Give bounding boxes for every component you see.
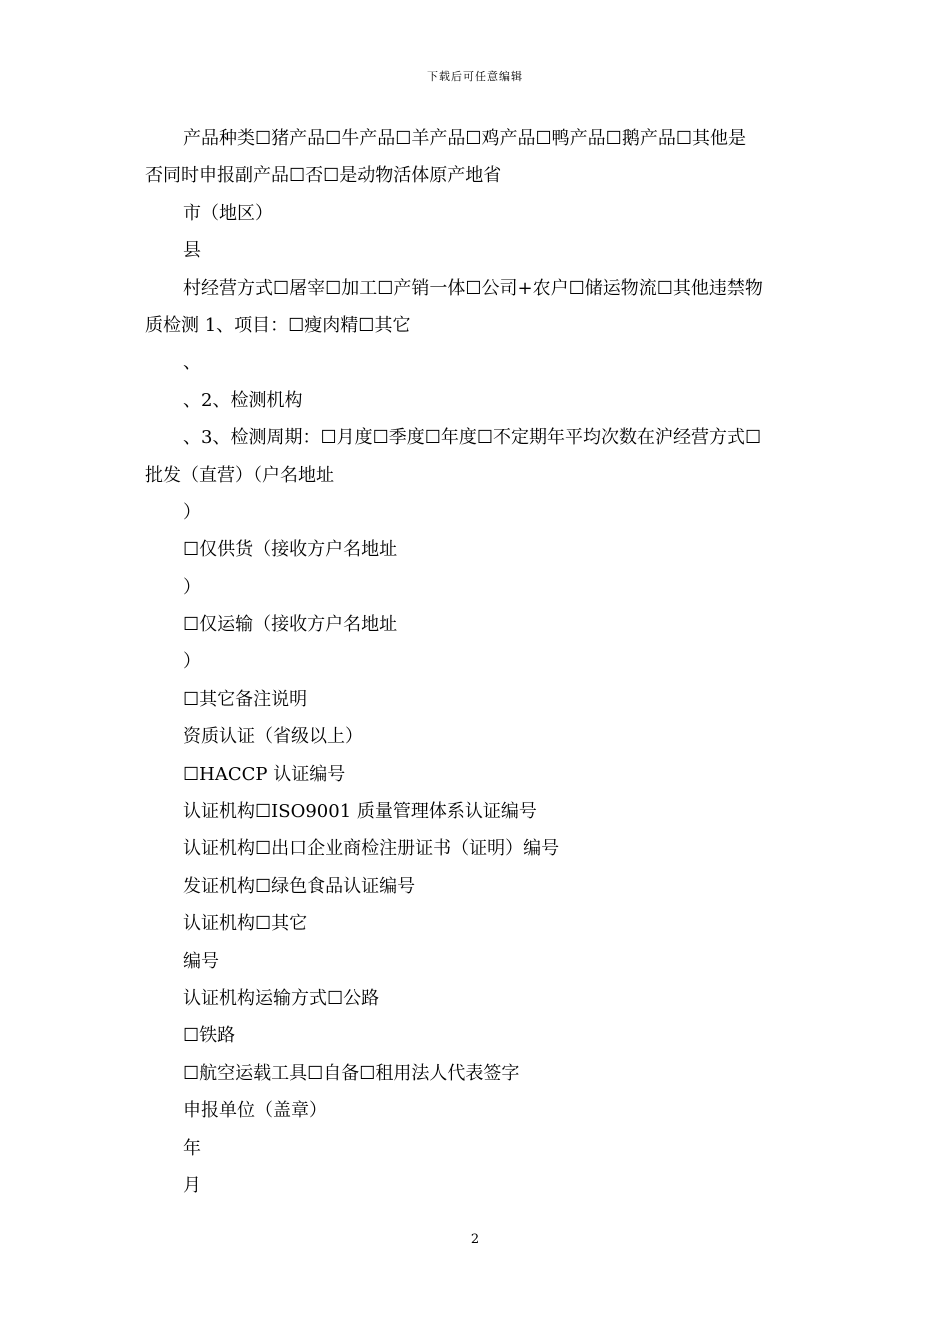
text-line: ）	[183, 501, 201, 523]
text-line: 村经营方式☐屠宰☐加工☐产销一体☐公司+农户☐储运物流☐其他违禁物	[183, 277, 763, 299]
text-line: ）	[183, 651, 201, 673]
text-line: 认证机构☐出口企业商检注册证书（证明）编号	[183, 838, 560, 860]
text-line: 市（地区）	[183, 202, 273, 224]
text-line: 发证机构☐绿色食品认证编号	[183, 875, 416, 897]
text-line: ☐铁路	[183, 1025, 236, 1047]
text-line: 认证机构☐其它	[183, 913, 308, 935]
text-line: ☐HACCP 认证编号	[183, 763, 346, 785]
text-line: 县	[183, 240, 201, 262]
page-number: 2	[470, 1232, 480, 1247]
text-line: 资质认证（省级以上）	[183, 726, 363, 748]
text-line: 认证机构运输方式☐公路	[183, 987, 380, 1009]
text-line: 批发（直营）（户名地址	[145, 464, 334, 486]
text-line: 认证机构☐ISO9001 质量管理体系认证编号	[183, 801, 537, 823]
text-line: 年	[183, 1137, 201, 1159]
page-header: 下载后可任意编辑	[427, 70, 523, 83]
text-line: 、2、检测机构	[183, 389, 303, 411]
text-line: ☐仅运输（接收方户名地址	[183, 614, 398, 636]
text-line: 申报单位（盖章）	[183, 1100, 327, 1122]
text-line: ☐其它备注说明	[183, 688, 308, 710]
text-line: 产品种类☐猪产品☐牛产品☐羊产品☐鸡产品☐鸭产品☐鹅产品☐其他是	[183, 128, 746, 149]
text-line: 否同时申报副产品☐否☐是动物活体原产地省	[145, 165, 502, 187]
document-body	[145, 120, 815, 1204]
text-line: ☐航空运载工具☐自备☐租用法人代表签字	[183, 1062, 520, 1084]
text-line: ）	[183, 576, 201, 598]
text-line: 编号	[183, 950, 219, 972]
text-line: ☐仅供货（接收方户名地址	[183, 539, 398, 561]
text-line: 月	[183, 1174, 201, 1196]
text-line: 、3、检测周期：☐月度☐季度☐年度☐不定期年平均次数在沪经营方式☐	[183, 427, 762, 449]
text-line: 质检测 1、项目：☐瘦肉精☐其它	[145, 314, 411, 336]
text-line: 、	[183, 352, 201, 374]
